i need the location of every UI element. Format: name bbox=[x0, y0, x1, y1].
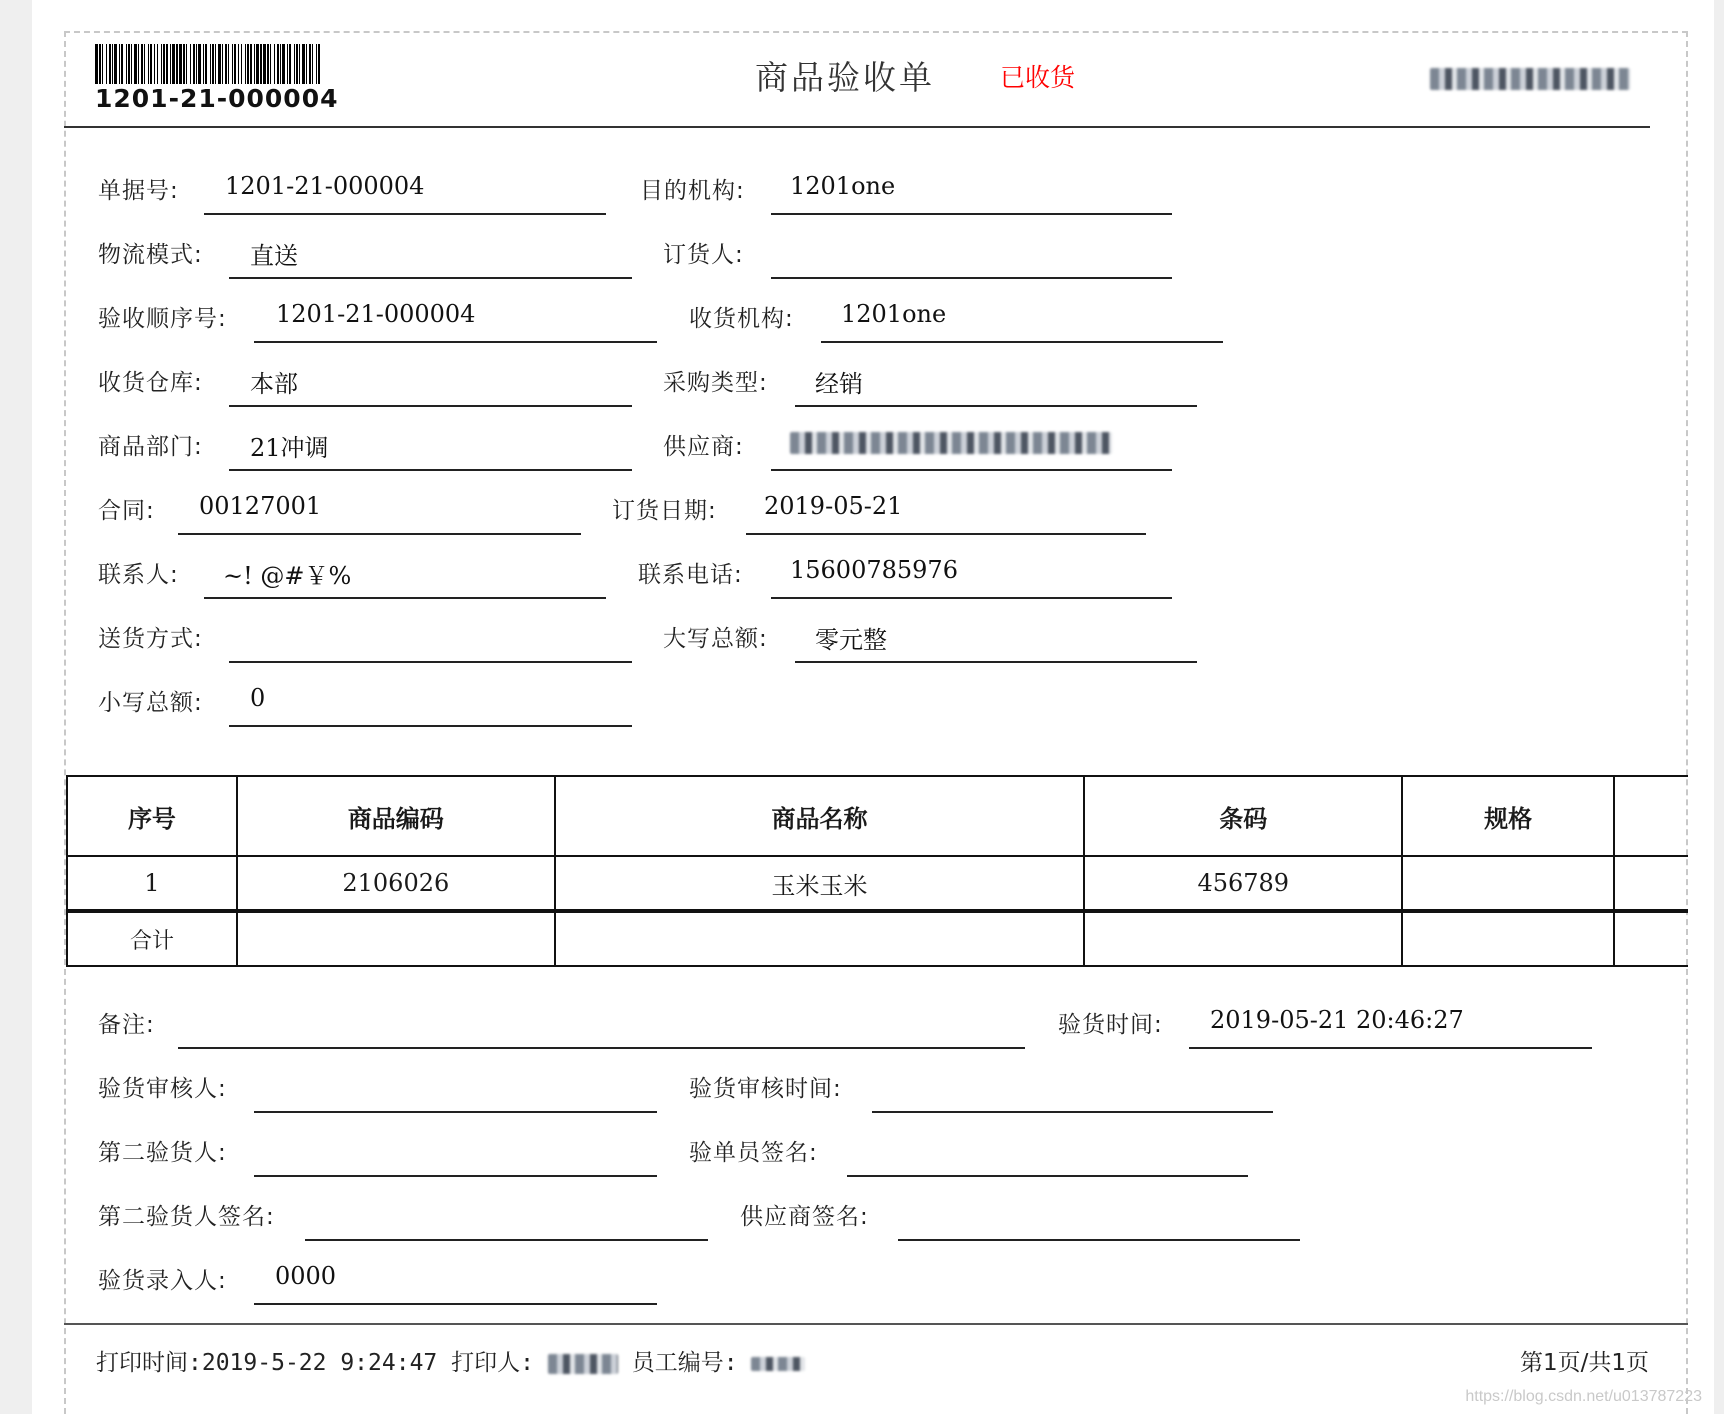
field-value: 本部 bbox=[250, 370, 298, 398]
field-value: 00127001 bbox=[199, 492, 322, 520]
table-cell: 456789 bbox=[1084, 856, 1402, 911]
goods-table bbox=[66, 775, 1688, 967]
field-label: 订货人: bbox=[663, 242, 744, 268]
field-underline bbox=[254, 1111, 657, 1113]
field-value: 2019-05-21 bbox=[764, 492, 903, 520]
field-underline bbox=[204, 213, 606, 215]
field-underline bbox=[229, 277, 632, 279]
field-label: 供应商签名: bbox=[740, 1204, 869, 1230]
field-underline bbox=[872, 1111, 1273, 1113]
field-underline bbox=[795, 405, 1197, 407]
field-underline bbox=[771, 277, 1172, 279]
field-underline bbox=[746, 533, 1146, 535]
table-cell: 1 bbox=[67, 856, 237, 911]
table-row bbox=[67, 856, 1688, 911]
field-underline bbox=[847, 1175, 1248, 1177]
field-value: ~! @#￥% bbox=[223, 562, 352, 590]
barcode-number: 1201-21-000004 bbox=[95, 84, 339, 113]
field-underline bbox=[229, 405, 632, 407]
field-underline bbox=[229, 661, 632, 663]
field-label: 物流模式: bbox=[98, 242, 203, 268]
field-label: 送货方式: bbox=[98, 626, 203, 652]
table-total-row bbox=[67, 911, 1688, 966]
field-label: 验单员签名: bbox=[689, 1140, 818, 1166]
field-value: 15600785976 bbox=[790, 556, 958, 584]
field-value: 1201-21-000004 bbox=[276, 300, 476, 328]
total-label: 合计 bbox=[67, 911, 237, 966]
field-underline bbox=[178, 533, 581, 535]
field-underline bbox=[305, 1239, 708, 1241]
watermark-text: https://blog.csdn.net/u013787223 bbox=[1465, 1388, 1702, 1405]
table-cell bbox=[1402, 856, 1614, 911]
field-label: 联系人: bbox=[98, 562, 179, 588]
field-label: 验货时间: bbox=[1058, 1012, 1163, 1038]
print-info bbox=[96, 1344, 805, 1377]
field-label: 联系电话: bbox=[638, 562, 743, 588]
header-divider bbox=[64, 126, 1650, 128]
field-underline bbox=[229, 725, 632, 727]
column-header bbox=[1614, 776, 1688, 856]
field-label: 小写总额: bbox=[98, 690, 203, 716]
field-value: 直送 bbox=[250, 242, 298, 270]
field-underline bbox=[204, 597, 606, 599]
field-value: 0000 bbox=[275, 1262, 337, 1290]
printer-label: 打印人: bbox=[451, 1350, 534, 1376]
field-label: 订货日期: bbox=[612, 498, 717, 524]
supplier-name-redacted bbox=[790, 432, 1112, 454]
table-cell bbox=[1084, 911, 1402, 966]
field-underline bbox=[229, 469, 632, 471]
column-header: 序号 bbox=[67, 776, 237, 856]
field-label: 单据号: bbox=[98, 178, 179, 204]
field-label: 收货机构: bbox=[689, 306, 794, 332]
document-title: 商品验收单 bbox=[755, 58, 935, 97]
page-number: 第1页/共1页 bbox=[1520, 1350, 1650, 1376]
field-label: 验收顺序号: bbox=[98, 306, 227, 332]
employee-label: 员工编号: bbox=[631, 1350, 738, 1376]
field-label: 验货录入人: bbox=[98, 1268, 227, 1294]
field-underline bbox=[178, 1047, 1025, 1049]
field-label: 目的机构: bbox=[640, 178, 745, 204]
field-underline bbox=[771, 213, 1172, 215]
field-label: 收货仓库: bbox=[98, 370, 203, 396]
field-label: 验货审核时间: bbox=[689, 1076, 842, 1102]
field-underline bbox=[821, 341, 1223, 343]
table-cell: 玉米玉米 bbox=[555, 856, 1085, 911]
field-value: 21冲调 bbox=[250, 434, 329, 462]
column-header: 规格 bbox=[1402, 776, 1614, 856]
field-underline bbox=[254, 1175, 657, 1177]
field-label: 商品部门: bbox=[98, 434, 203, 460]
field-underline bbox=[771, 597, 1172, 599]
field-value: 0 bbox=[250, 684, 266, 712]
table-cell bbox=[237, 911, 555, 966]
field-label: 采购类型: bbox=[663, 370, 768, 396]
column-header: 条码 bbox=[1084, 776, 1402, 856]
status-label: 已收货 bbox=[1000, 63, 1076, 92]
field-underline bbox=[795, 661, 1197, 663]
field-value: 1201one bbox=[841, 300, 947, 328]
field-underline bbox=[254, 341, 657, 343]
table-cell bbox=[1614, 911, 1688, 966]
print-time-label: 打印时间: bbox=[96, 1350, 202, 1376]
table-cell bbox=[1614, 856, 1688, 911]
table-cell bbox=[1402, 911, 1614, 966]
field-label: 供应商: bbox=[663, 434, 744, 460]
field-value: 零元整 bbox=[815, 626, 887, 654]
barcode-image bbox=[95, 44, 323, 84]
field-label: 第二验货人: bbox=[98, 1140, 227, 1166]
field-value: 经销 bbox=[815, 370, 863, 398]
field-underline bbox=[254, 1303, 657, 1305]
column-header: 商品编码 bbox=[237, 776, 555, 856]
field-underline bbox=[898, 1239, 1300, 1241]
company-name-redacted bbox=[1430, 68, 1630, 90]
employee-id-redacted bbox=[751, 1357, 805, 1371]
footer-divider bbox=[64, 1323, 1688, 1325]
column-header: 商品名称 bbox=[555, 776, 1085, 856]
field-underline bbox=[1189, 1047, 1592, 1049]
field-value: 1201-21-000004 bbox=[225, 172, 425, 200]
table-cell bbox=[555, 911, 1085, 966]
field-label: 合同: bbox=[98, 498, 155, 524]
table-header-row bbox=[67, 776, 1688, 856]
field-label: 验货审核人: bbox=[98, 1076, 227, 1102]
page-frame bbox=[64, 31, 1688, 1414]
printer-name-redacted bbox=[548, 1354, 618, 1374]
field-label: 大写总额: bbox=[663, 626, 768, 652]
barcode-bar bbox=[320, 44, 322, 84]
field-underline bbox=[771, 469, 1172, 471]
table-cell: 2106026 bbox=[237, 856, 555, 911]
field-label: 备注: bbox=[98, 1012, 155, 1038]
print-time: 2019-5-22 9:24:47 bbox=[201, 1350, 438, 1376]
field-value: 2019-05-21 20:46:27 bbox=[1210, 1006, 1464, 1034]
field-label: 第二验货人签名: bbox=[98, 1204, 275, 1230]
field-value: 1201one bbox=[790, 172, 896, 200]
